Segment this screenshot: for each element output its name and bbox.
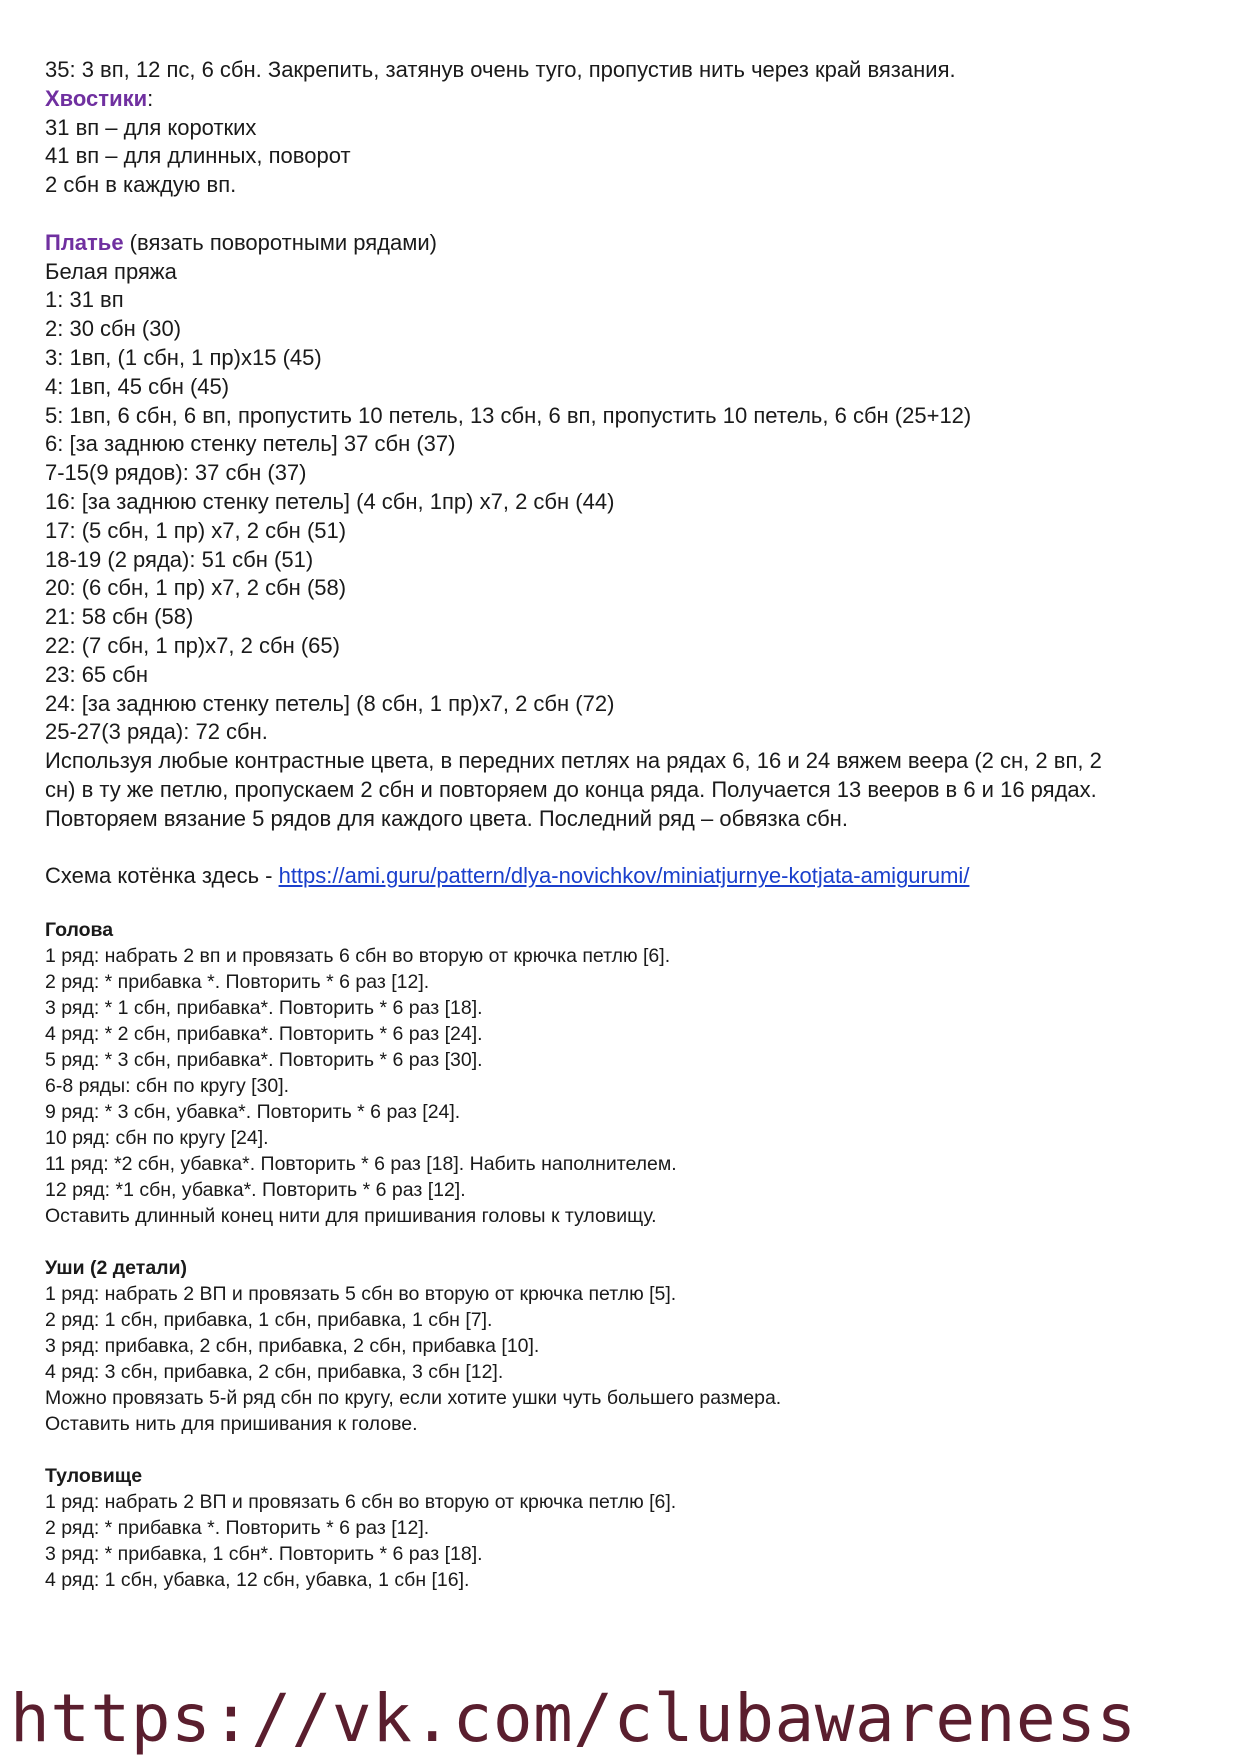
- dress-line: 2: 30 сбн (30): [45, 316, 182, 342]
- ears-line: 1 ряд: набрать 2 ВП и провязать 5 сбн во вторую от крючка петлю [5].: [45, 1283, 677, 1306]
- ears-line: Оставить нить для пришивания к голове.: [45, 1413, 418, 1436]
- kitten-pattern-link[interactable]: https://ami.guru/pattern/dlya-novichkov/miniatjurnye-kotjata-amigurumi/: [278, 863, 970, 889]
- tails-heading-line: [45, 85, 1205, 114]
- tails-line: 41 вп – для длинных, поворот: [45, 143, 351, 169]
- tails-heading-colon: :: [147, 85, 154, 111]
- dress-line: 4: 1вп, 45 сбн (45): [45, 373, 230, 399]
- head-line: 2 ряд: * прибавка *. Повторить * 6 раз [12].: [45, 971, 430, 994]
- dress-line: Белая пряжа: [45, 258, 177, 284]
- ears-heading: Уши (2 детали): [45, 1257, 188, 1280]
- head-line: 6-8 ряды: сбн по кругу [30].: [45, 1075, 290, 1098]
- ears-line: 4 ряд: 3 сбн, прибавка, 2 сбн, прибавка, 3 сбн [12].: [45, 1361, 504, 1384]
- spacer: [45, 200, 1205, 229]
- tails-line: 2 сбн в каждую вп.: [45, 172, 237, 198]
- dress-line: 5: 1вп, 6 сбн, 6 вп, пропустить 10 петель, 13 сбн, 6 вп, пропустить 10 петель, 6 сбн (25+12): [45, 402, 972, 428]
- dress-line: 17: (5 сбн, 1 пр) х7, 2 сбн (51): [45, 517, 347, 543]
- ears-line: 2 ряд: 1 сбн, прибавка, 1 сбн, прибавка, 1 сбн [7].: [45, 1309, 493, 1332]
- kitten-line: [45, 862, 1205, 891]
- dress-line: 22: (7 сбн, 1 пр)х7, 2 сбн (65): [45, 632, 340, 658]
- head-line: Оставить длинный конец нити для пришивания головы к туловищу.: [45, 1205, 657, 1228]
- dress-line: 24: [за заднюю стенку петель] (8 сбн, 1 пр)х7, 2 сбн (72): [45, 690, 615, 716]
- ears-line: Можно провязать 5-й ряд сбн по кругу, если хотите ушки чуть большего размера.: [45, 1387, 782, 1410]
- row-35-line: 35: 3 вп, 12 пс, 6 сбн. Закрепить, затянув очень туго, пропустив нить через край вязания.: [45, 57, 956, 82]
- head-line: 11 ряд: *2 сбн, убавка*. Повторить * 6 раз [18]. Набить наполнителем.: [45, 1153, 677, 1176]
- head-line: 4 ряд: * 2 сбн, прибавка*. Повторить * 6 раз [24].: [45, 1023, 483, 1046]
- head-line: 9 ряд: * 3 сбн, убавка*. Повторить * 6 раз [24].: [45, 1101, 461, 1124]
- tails-line: 31 вп – для коротких: [45, 114, 257, 140]
- lower-section: [45, 917, 1205, 1593]
- dress-line: 25-27(3 ряда): 72 сбн.: [45, 719, 268, 745]
- upper-section: [45, 56, 1205, 891]
- body-heading: Туловище: [45, 1465, 143, 1488]
- watermark-url: https://vk.com/clubawareness: [10, 1680, 1137, 1757]
- head-line: 12 ряд: *1 сбн, убавка*. Повторить * 6 раз [12].: [45, 1179, 466, 1202]
- dress-line: 18-19 (2 ряда): 51 сбн (51): [45, 546, 314, 572]
- spacer: [45, 1229, 1205, 1255]
- dress-line: 23: 65 сбн: [45, 661, 149, 687]
- dress-paragraph: Используя любые контрастные цвета, в передних петлях на рядах 6, 16 и 24 вяжем веера (2 сн, 2 вп, 2 сн) в ту же петлю, пропускаем 2 сбн и повторяем до конца ряда. Получается 13 вееров в 6 и 16 рядах. Повторяем вязание 5 рядов для каждого цвета. Последний ряд – обвязка сбн.: [45, 748, 1102, 831]
- head-line: 5 ряд: * 3 сбн, прибавка*. Повторить * 6 раз [30].: [45, 1049, 483, 1072]
- tails-heading: Хвостики: [45, 85, 148, 111]
- head-line: 10 ряд: сбн по кругу [24].: [45, 1127, 269, 1150]
- head-line: 1 ряд: набрать 2 вп и провязать 6 сбн во вторую от крючка петлю [6].: [45, 945, 671, 968]
- body-line: 1 ряд: набрать 2 ВП и провязать 6 сбн во вторую от крючка петлю [6].: [45, 1491, 677, 1514]
- body-line: 3 ряд: * прибавка, 1 сбн*. Повторить * 6 раз [18].: [45, 1543, 483, 1566]
- head-heading: Голова: [45, 919, 114, 942]
- dress-line: 6: [за заднюю стенку петель] 37 сбн (37): [45, 431, 456, 457]
- dress-heading-line: [45, 229, 1205, 258]
- dress-line: 20: (6 сбн, 1 пр) х7, 2 сбн (58): [45, 575, 347, 601]
- dress-heading-note: (вязать поворотными рядами): [123, 229, 437, 255]
- dress-line: 16: [за заднюю стенку петель] (4 сбн, 1пр) х7, 2 сбн (44): [45, 488, 615, 514]
- dress-line: 21: 58 сбн (58): [45, 604, 194, 630]
- kitten-prefix: Схема котёнка здесь -: [45, 863, 279, 889]
- body-line: 2 ряд: * прибавка *. Повторить * 6 раз [12].: [45, 1517, 430, 1540]
- dress-heading: Платье: [45, 229, 124, 255]
- body-line: 4 ряд: 1 сбн, убавка, 12 сбн, убавка, 1 сбн [16].: [45, 1569, 470, 1592]
- document-page: [45, 56, 1205, 1593]
- dress-line: 7-15(9 рядов): 37 сбн (37): [45, 460, 307, 486]
- ears-line: 3 ряд: прибавка, 2 сбн, прибавка, 2 сбн, прибавка [10].: [45, 1335, 540, 1358]
- spacer: [45, 1437, 1205, 1463]
- spacer: [45, 891, 1205, 917]
- dress-line: 1: 31 вп: [45, 287, 124, 313]
- head-line: 3 ряд: * 1 сбн, прибавка*. Повторить * 6 раз [18].: [45, 997, 483, 1020]
- dress-line: 3: 1вп, (1 сбн, 1 пр)х15 (45): [45, 344, 322, 370]
- spacer: [45, 834, 1205, 863]
